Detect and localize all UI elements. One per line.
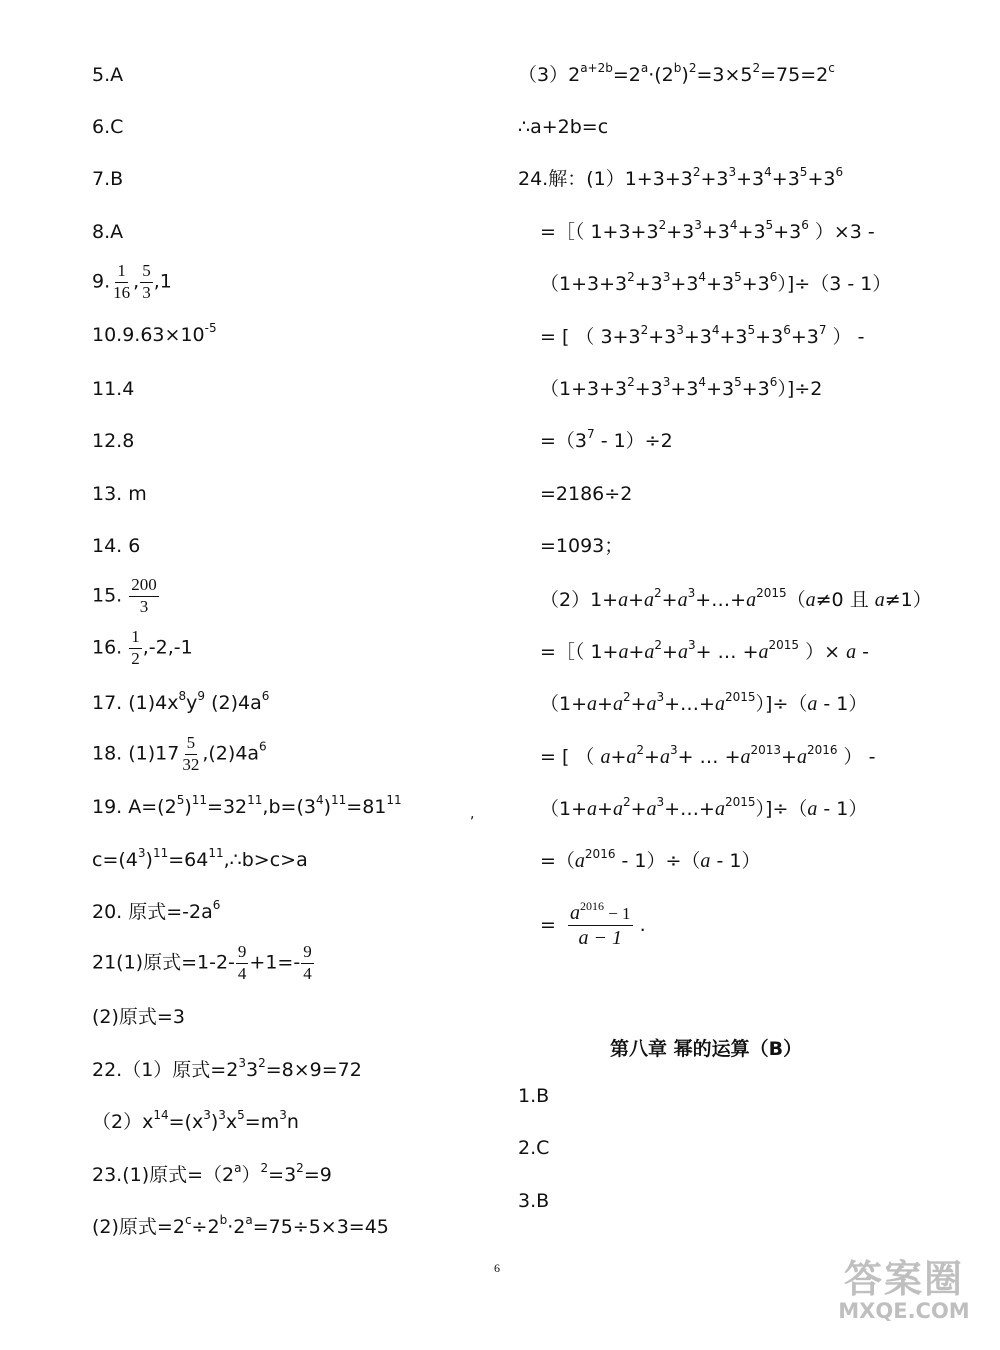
fraction: $\frac{1}{2}$ — [131, 627, 140, 668]
answer-9: 9. $\frac{1}{16}$ , $\frac{5}{3}$ ,1 — [92, 261, 172, 302]
answer-22-part2: $(2)x^{14}=(x^3)^3x^5=m^3n$ — [92, 1108, 299, 1133]
fraction: $\frac{1}{16}$ — [113, 261, 131, 302]
answer-7: 7.B — [92, 168, 124, 190]
answer-22: 22.（1）原式$=2^33^2=8\times 9=72$ — [92, 1056, 362, 1081]
fraction: $\frac{200}{3}$ — [131, 575, 157, 616]
solution-step: =2186÷2 — [540, 483, 633, 505]
solution-step: = [ （ $3+3^2+3^3+3^4+3^5+3^6+3^7$ ） - — [540, 323, 865, 348]
fraction: $\frac{a^{2016} - 1}{a - 1}$ — [569, 899, 631, 949]
answer-18: 18. (1)17 $\frac{5}{32}$ $,(2)4a^6$ — [92, 733, 267, 774]
section-heading: 第八章 幂的运算（B） — [610, 1038, 803, 1060]
final-answer: = $\frac{a^{2016} - 1}{a - 1}$ . — [540, 899, 646, 949]
answer-24: 24.解：$(1)1+3+3^2+3^3+3^4+3^5+3^6$ — [518, 165, 844, 190]
section-answer-2: 2.C — [518, 1137, 550, 1159]
answer-16: 16. $\frac{1}{2}$ ,-2,-1 — [92, 627, 193, 668]
answer-5: 5.A — [92, 64, 124, 86]
solution-step: $(1+a+a^2+a^3+\dots+a^{2015})]\div(a - 1)$ — [540, 690, 868, 715]
section-answer-3: 3.B — [518, 1190, 550, 1212]
answer-24-part2: $(2)1+a+a^2+a^3+\dots+a^{2015}(a\ne 0$ 且 a≠1） — [540, 586, 932, 611]
solution-step: =［（ $1+a+a^2+a^3+$ … $+a^{2015}$ ）× a - — [540, 638, 869, 663]
conclusion-line: ∴a+2b=c — [518, 116, 609, 138]
answer-23: 23.(1)原式$=(2^a)^2=3^2=9$ — [92, 1161, 332, 1186]
answer-15: 15. $\frac{200}{3}$ — [92, 575, 157, 616]
fraction: $\frac{9}{4}$ — [237, 942, 247, 983]
answer-23-part3: $(3)2^{a+2b}=2^a\cdot(2^b)^2=3\times 5^2=75=2^c$ — [518, 61, 835, 86]
stray-mark: , — [470, 806, 475, 822]
answer-13: 13. m — [92, 483, 147, 505]
answer-21: 21(1)原式=1-2- $\frac{9}{4}$ +1=- $\frac{9}{4}$ — [92, 942, 312, 983]
answer-6: 6.C — [92, 116, 124, 138]
answer-14: 14. 6 — [92, 535, 141, 557]
fraction: $\frac{9}{4}$ — [303, 942, 312, 983]
section-answer-1: 1.B — [518, 1085, 550, 1107]
fraction: $\frac{5}{3}$ — [142, 261, 151, 302]
answer-11: 11.4 — [92, 378, 135, 400]
answer-20: 20. 原式$=-2a^6$ — [92, 898, 221, 923]
solution-step: $(1+3+3^2+3^3+3^4+3^5+3^6)]\div 2$ — [540, 375, 823, 400]
answer-10: $10.9.63\times 10^{-5}$ — [92, 321, 217, 346]
fraction: $\frac{5}{32}$ — [182, 733, 200, 774]
page-number: 6 — [494, 1261, 500, 1275]
answer-17: 17. $(1)4x^8y^9$ $(2)4a^6$ — [92, 689, 270, 714]
solution-step: $(1+a+a^2+a^3+\dots+a^{2015})]\div(a - 1)$ — [540, 795, 868, 820]
watermark-text: 答案圈 — [843, 1257, 964, 1301]
solution-step: =1093； — [540, 535, 624, 557]
watermark-logo — [814, 1257, 994, 1342]
solution-step: =［（ $1+3+3^2+3^3+3^4+3^5+3^6$ ）×3 - — [540, 218, 875, 243]
watermark-url: MXQE.COM — [838, 1299, 970, 1323]
answer-19: 19. $A=(2^5)^{11}=32^{11},b=(3^4)^{11}=81^{11}$ — [92, 793, 402, 818]
answer-21-part2: (2)原式=3 — [92, 1006, 185, 1028]
answer-19-cont: $c=(4^3)^{11}=64^{11},\therefore b>c>a$ — [92, 846, 308, 871]
solution-step: = [ （ $a+a^2+a^3+$ … $+a^{2013}+a^{2016}$ ） - — [540, 743, 876, 768]
answer-23-part2: (2)原式$=2^c\div 2^b\cdot 2^a=75\div 5\times 3=45$ — [92, 1213, 389, 1238]
answer-8: 8.A — [92, 221, 124, 243]
solution-step: $=(3^7 - 1)\div 2$ — [540, 427, 673, 452]
answer-12: 12.8 — [92, 430, 135, 452]
solution-step: $=(a^{2016} - 1)\div(a - 1)$ — [540, 847, 761, 872]
solution-step: $(1+3+3^2+3^3+3^4+3^5+3^6)]\div(3 - 1)$ — [540, 270, 892, 295]
